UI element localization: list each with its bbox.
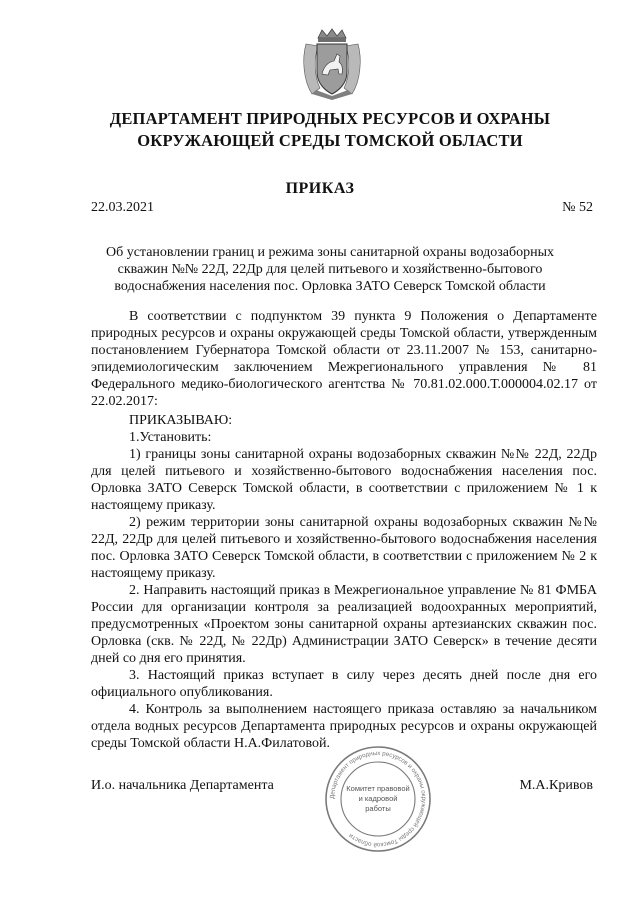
stamp-center-line-3: работы — [365, 804, 391, 813]
item-2: 2. Направить настоящий приказ в Межрегиональное управление № 81 ФМБА России для организации контроля за реализацией водоохранных мероприятий, предусмотренных «Проектом зоны санитарной охраны артезианских скважин пос. Орловка (скв. № 22Д, № 22Др) Администрации ЗАТО Северск» в течение десяти дней со дня его принятия. — [91, 583, 597, 666]
preamble: В соответствии с подпунктом 39 пункта 9 Положения о Департаменте природных ресурсов и охраны окружающей среды Томской области, утвержденным постановлением Губернатора Томской области от 23.11.2007 № 153, санитарно-эпидемиологическим заключением Межрегионального управления № 81 Федерального медико-биологического агентства № 70.81.02.000.Т.000004.02.17 от 22.02.2017: — [91, 309, 597, 409]
document-number: № 52 — [562, 200, 593, 215]
org-name-line-1: ДЕПАРТАМЕНТ ПРИРОДНЫХ РЕСУРСОВ И ОХРАНЫ — [109, 109, 551, 128]
round-stamp-icon — [318, 745, 438, 853]
stamp-ring-text: Департамент природных ресурсов и охраны окружающей среды Томской области — [328, 749, 428, 849]
item-1-1: 1) границы зоны санитарной охраны водозаборных скважин №№ 22Д, 22Др для целей питьевого и хозяйственно-бытового водоснабжения населения пос. Орловка ЗАТО Северск Томской области, в соответствии с приложением № 1 к настоящему приказу. — [91, 447, 597, 513]
order-word: ПРИКАЗЫВАЮ: — [129, 413, 233, 428]
item-3: 3. Настоящий приказ вступает в силу через десять дней после дня его официального опубликования. — [91, 668, 597, 700]
stamp-center-line-1: Комитет правовой — [346, 784, 410, 793]
coat-of-arms-icon — [300, 28, 364, 102]
document-subject: Об установлении границ и режима зоны санитарной охраны водозаборных скважин №№ 22Д, 22Др для целей питьевого и хозяйственно-бытового водоснабжения населения пос. Орловка ЗАТО Северск Томской области — [105, 245, 554, 294]
signatory-name: М.А.Кривов — [519, 778, 593, 793]
document-type: ПРИКАЗ — [285, 180, 355, 197]
item-1-2: 2) режим территории зоны санитарной охраны водозаборных скважин №№ 22Д, 22Др для целей питьевого и хозяйственно-бытового водоснабжения населения пос. Орловка ЗАТО Северск Томской области, в соответствии с приложением № 2 к настоящему приказу. — [91, 515, 597, 581]
org-name-line-2: ОКРУЖАЮЩЕЙ СРЕДЫ ТОМСКОЙ ОБЛАСТИ — [137, 131, 523, 150]
document-date: 22.03.2021 — [91, 200, 154, 215]
signatory-title: И.о. начальника Департамента — [91, 778, 274, 793]
document-body — [91, 308, 597, 752]
item-4: 4. Контроль за выполнением настоящего приказа оставляю за начальником отдела водных ресурсов Департамента природных ресурсов и охраны окружающей среды Томской области Н.А.Филатовой. — [91, 702, 597, 751]
stamp-center-line-2: и кадровой — [358, 794, 398, 803]
item-1: 1.Установить: — [129, 430, 212, 445]
